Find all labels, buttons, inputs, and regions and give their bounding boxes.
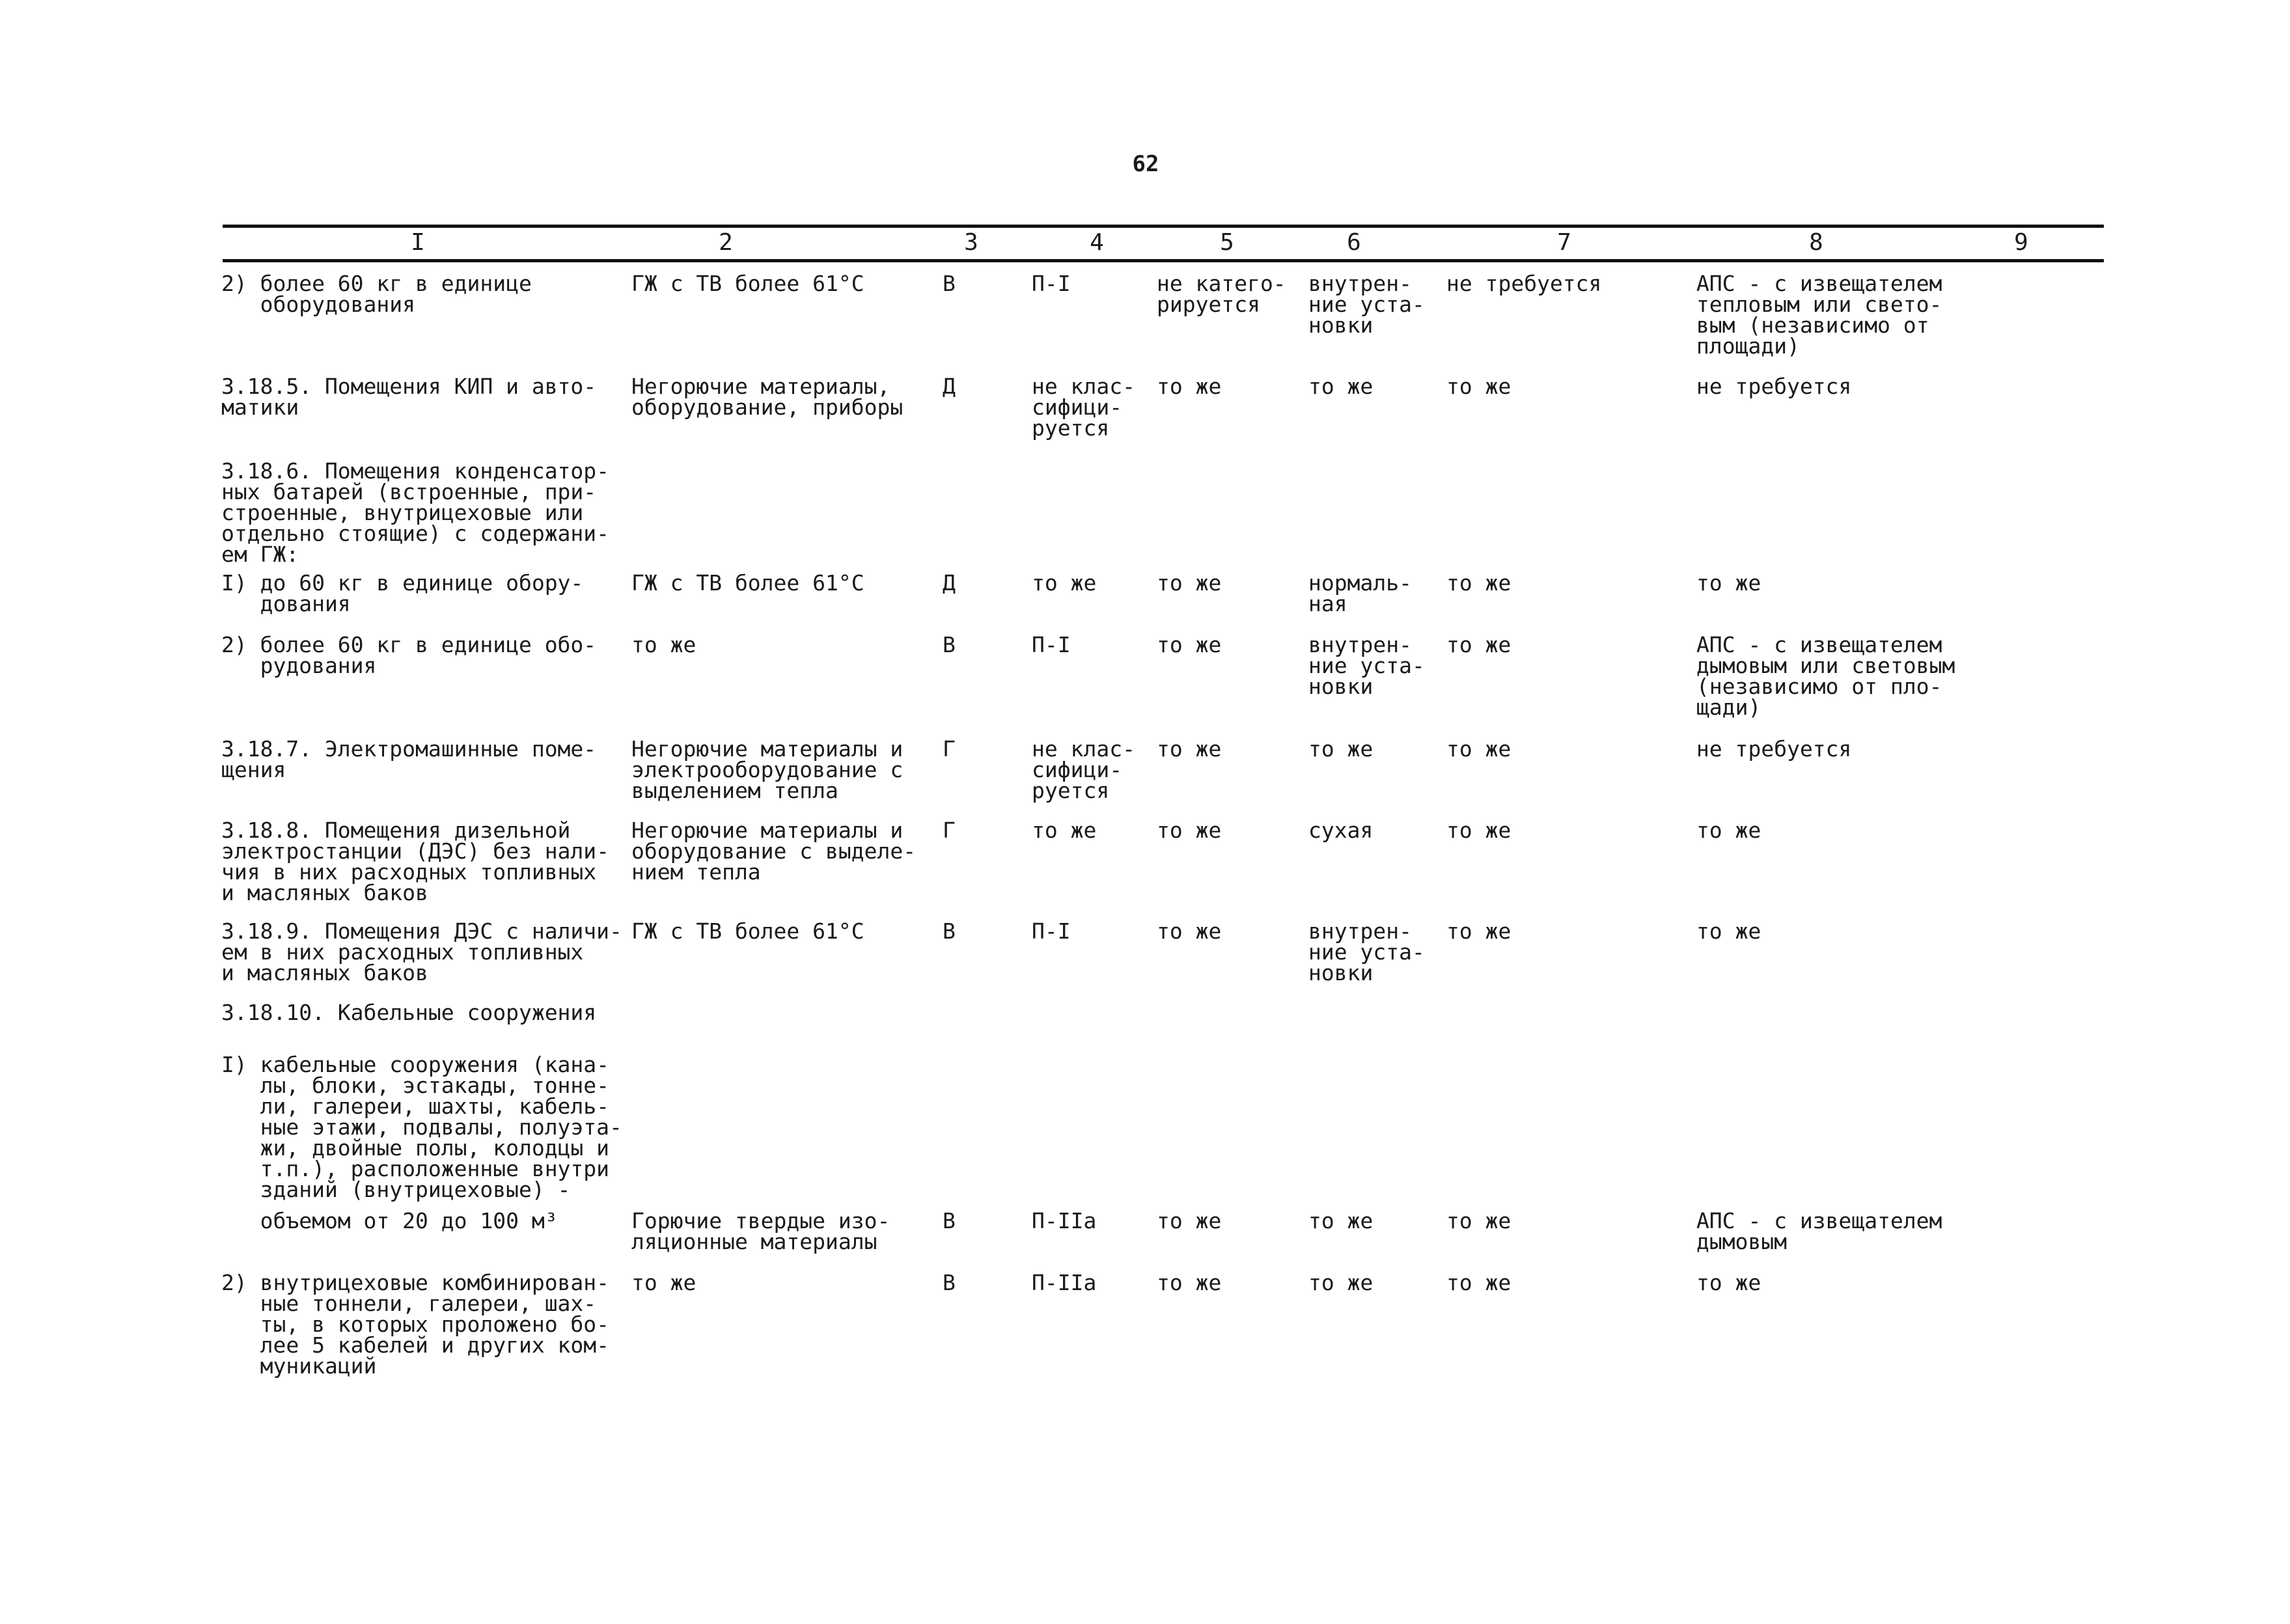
table-cell-col3: Д	[943, 570, 956, 596]
table-cell-col3: В	[943, 271, 956, 296]
table-cell-col8: АПС - с извещателем дымовым	[1696, 1208, 1942, 1254]
table-cell-col4: не клас- сифици- руется	[1032, 374, 1135, 441]
table-cell-col5: то же	[1157, 632, 1222, 657]
table-cell-col3: В	[943, 918, 956, 944]
table-cell-col6: внутрен- ние уста- новки	[1308, 271, 1425, 338]
table-cell-col1: 3.18.8. Помещения дизельной электростанции (ДЭС) без нали- чия в них расходных топливных и масляных баков	[221, 818, 610, 905]
table-cell-col6: то же	[1308, 1208, 1373, 1233]
table-cell-col1: 3.18.6. Помещения конденсатор- ных батарей (встроенные, при- строенные, внутрицеховые или отдельно стоящие) с содержани- ем ГЖ:	[221, 458, 610, 567]
table-cell-col7: не требуется	[1446, 271, 1602, 296]
table-cell-col3: В	[943, 1270, 956, 1295]
table-cell-col3: В	[943, 632, 956, 657]
table-cell-col8: то же	[1696, 1270, 1761, 1295]
table-cell-col5: то же	[1157, 736, 1222, 762]
table-cell-col1: 2) внутрицеховые комбинирован- ные тоннели, галереи, шах- ты, в которых проложено бо- лее 5 кабелей и других ком- муникаций	[221, 1270, 610, 1379]
table-cell-col1: 2) более 60 кг в единице оборудования	[221, 271, 532, 317]
column-header-1: I	[411, 229, 425, 256]
table-cell-col4: П-I	[1032, 271, 1071, 296]
table-cell-col4: то же	[1032, 570, 1097, 596]
table-cell-col2: ГЖ с ТВ более 61°С	[631, 570, 864, 596]
table-cell-col7: то же	[1446, 1270, 1511, 1295]
table-cell-col3: Д	[943, 374, 956, 399]
column-header-2: 2	[719, 229, 733, 256]
table-cell-col5: то же	[1157, 918, 1222, 944]
table-cell-col7: то же	[1446, 818, 1511, 843]
table-cell-col7: то же	[1446, 736, 1511, 762]
table-cell-col1: I) до 60 кг в единице обору- дования	[221, 570, 584, 616]
table-cell-col8: то же	[1696, 918, 1761, 944]
table-cell-col8: то же	[1696, 570, 1761, 596]
table-cell-col8: АПС - с извещателем тепловым или свето- вым (независимо от площади)	[1696, 271, 1942, 359]
table-cell-col1: 3.18.7. Электромашинные поме- щения	[221, 736, 597, 782]
column-header-9: 9	[2014, 229, 2028, 256]
table-cell-col1: 3.18.5. Помещения КИП и авто- матики	[221, 374, 597, 420]
table-cell-col6: сухая	[1308, 818, 1373, 843]
table-cell-col6: внутрен- ние уста- новки	[1308, 632, 1425, 699]
column-header-7: 7	[1557, 229, 1571, 256]
table-cell-col6: нормаль- ная	[1308, 570, 1412, 616]
column-header-5: 5	[1220, 229, 1234, 256]
table-cell-col7: то же	[1446, 632, 1511, 657]
column-header-3: 3	[964, 229, 978, 256]
page-number: 62	[1132, 151, 1159, 177]
table-cell-col6: то же	[1308, 374, 1373, 399]
table-cell-col4: П-IIа	[1032, 1270, 1097, 1295]
table-cell-col8: не требуется	[1696, 736, 1852, 762]
table-cell-col1: 3.18.9. Помещения ДЭС с наличи- ем в них расходных топливных и масляных баков	[221, 918, 622, 985]
table-cell-col5: то же	[1157, 818, 1222, 843]
table-cell-col1: I) кабельные сооружения (кана- лы, блоки, эстакады, тонне- ли, галереи, шахты, кабель- ные этажи, подвалы, полуэта- жи, двойные полы, колодцы и т.п.), расположенные внутри зданий (внутрицеховые) -	[221, 1052, 622, 1202]
table-cell-col2: Горючие твердые изо- ляционные материалы	[631, 1208, 890, 1254]
table-cell-col4: П-I	[1032, 632, 1071, 657]
header-top-rule	[223, 225, 2104, 228]
table-cell-col6: внутрен- ние уста- новки	[1308, 918, 1425, 985]
table-cell-col2: ГЖ с ТВ более 61°С	[631, 918, 864, 944]
table-cell-col1: 2) более 60 кг в единице обо- рудования	[221, 632, 597, 678]
table-cell-col8: АПС - с извещателем дымовым или световым (независимо от пло- щади)	[1696, 632, 1955, 720]
table-cell-col5: то же	[1157, 1208, 1222, 1233]
table-cell-col6: то же	[1308, 1270, 1373, 1295]
table-cell-col2: Негорючие материалы и электрооборудование с выделением тепла	[631, 736, 904, 803]
table-cell-col2: Негорючие материалы и оборудование с выделе- нием тепла	[631, 818, 917, 885]
column-header-6: 6	[1347, 229, 1361, 256]
table-cell-col4: то же	[1032, 818, 1097, 843]
table-cell-col4: П-I	[1032, 918, 1071, 944]
column-header-8: 8	[1809, 229, 1823, 256]
table-cell-col6: то же	[1308, 736, 1373, 762]
table-cell-col5: то же	[1157, 1270, 1222, 1295]
table-cell-col2: то же	[631, 1270, 697, 1295]
header-bottom-rule	[223, 259, 2104, 262]
table-cell-col3: Г	[943, 818, 956, 843]
table-cell-col2: Негорючие материалы, оборудование, приборы	[631, 374, 904, 420]
column-header-4: 4	[1090, 229, 1104, 256]
table-cell-col2: то же	[631, 632, 697, 657]
table-cell-col4: не клас- сифици- руется	[1032, 736, 1135, 803]
table-cell-col5: то же	[1157, 374, 1222, 399]
table-cell-col7: то же	[1446, 570, 1511, 596]
table-cell-col8: не требуется	[1696, 374, 1852, 399]
table-cell-col8: то же	[1696, 818, 1761, 843]
table-cell-col1: объемом от 20 до 100 м³	[221, 1208, 558, 1233]
table-cell-col5: не катего- рируется	[1157, 271, 1286, 317]
table-cell-col7: то же	[1446, 1208, 1511, 1233]
table-cell-col7: то же	[1446, 374, 1511, 399]
table-cell-col1: 3.18.10. Кабельные сооружения	[221, 1000, 597, 1025]
table-cell-col2: ГЖ с ТВ более 61°С	[631, 271, 864, 296]
table-cell-col3: Г	[943, 736, 956, 762]
table-cell-col3: В	[943, 1208, 956, 1233]
table-cell-col5: то же	[1157, 570, 1222, 596]
table-cell-col7: то же	[1446, 918, 1511, 944]
table-cell-col4: П-IIа	[1032, 1208, 1097, 1233]
